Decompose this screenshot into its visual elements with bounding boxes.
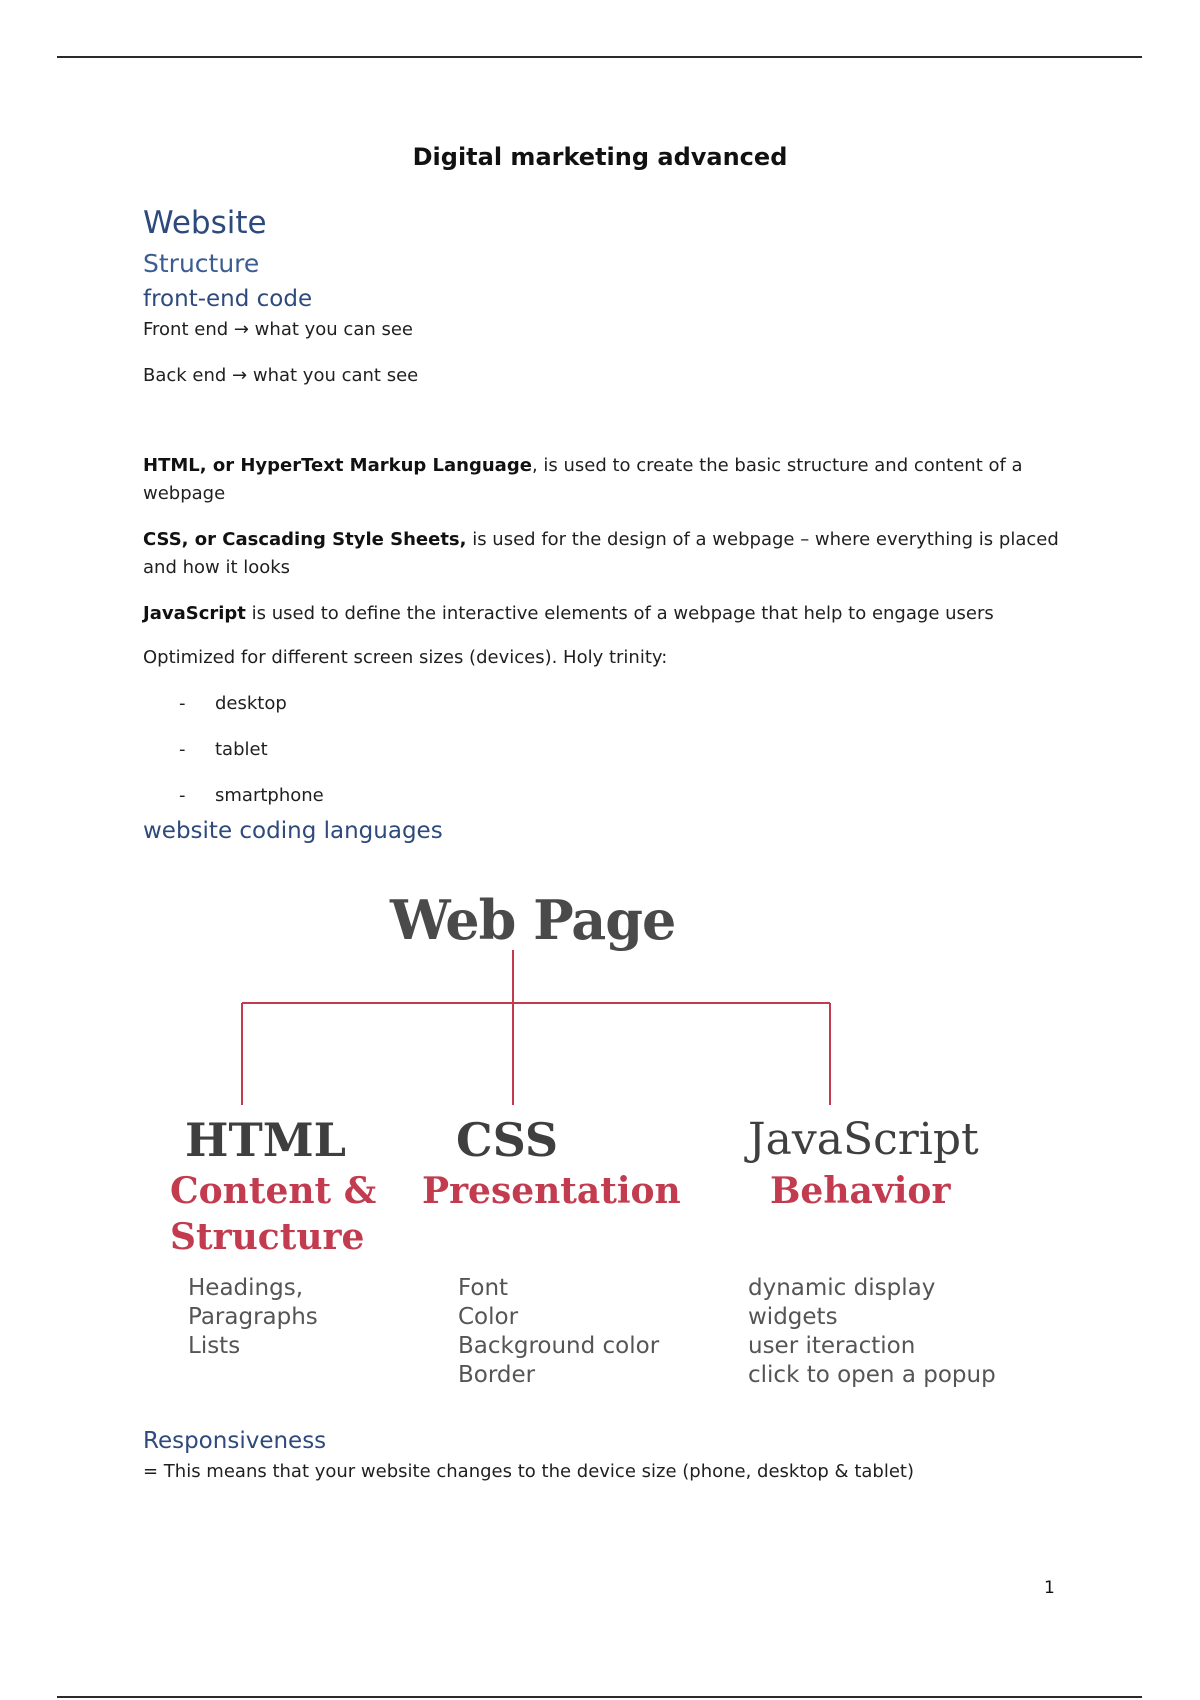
- optimized-paragraph: Optimized for different screen sizes (devices). Holy trinity:: [143, 647, 668, 668]
- document-title: Digital marketing advanced: [412, 143, 788, 171]
- list-item: - smartphone: [179, 785, 324, 806]
- column-role: Content & Structure: [170, 1170, 377, 1258]
- responsiveness-text: = This means that your website changes to the device size (phone, desktop & tablet): [143, 1461, 914, 1482]
- back-end-line: Back end → what you cant see: [143, 365, 419, 386]
- css-term: CSS, or Cascading Style Sheets,: [143, 529, 467, 550]
- diagram-column-html: [170, 1112, 400, 1361]
- js-description: is used to define the interactive elements of a webpage that help to engage users: [245, 603, 994, 624]
- heading-website: Website: [143, 205, 267, 241]
- header-rule: [57, 56, 1142, 58]
- list-item: Background color: [458, 1333, 660, 1359]
- list-item: - desktop: [179, 693, 287, 714]
- list-item: click to open a popup: [748, 1362, 996, 1388]
- responsiveness-section: [143, 1424, 1063, 1486]
- list-item: dynamic display: [748, 1275, 936, 1301]
- column-name: JavaScript: [748, 1114, 979, 1165]
- list-item: - tablet: [179, 739, 268, 760]
- css-paragraph: [143, 526, 1063, 582]
- list-item: widgets: [748, 1304, 838, 1330]
- list-item: Font: [458, 1275, 509, 1301]
- list-item: Color: [458, 1304, 519, 1330]
- column-items: [170, 1274, 400, 1361]
- column-role: Behavior: [770, 1170, 951, 1212]
- heading-responsiveness: Responsiveness: [143, 1428, 327, 1454]
- diagram-column-css: [422, 1112, 682, 1390]
- web-page-diagram: [150, 880, 1020, 1410]
- list-item: Lists: [188, 1333, 241, 1359]
- heading-structure: Structure: [143, 249, 260, 278]
- js-term: JavaScript: [143, 603, 246, 624]
- column-items: [748, 1274, 1000, 1390]
- heading-front-end-code: front-end code: [143, 286, 313, 312]
- list-item: Headings,: [188, 1275, 303, 1301]
- footer-rule: [57, 1696, 1142, 1698]
- list-item: user iteraction: [748, 1333, 916, 1359]
- front-end-line: Front end → what you can see: [143, 319, 413, 340]
- html-description: , is used to create the basic structure and content of a webpage: [143, 455, 1023, 504]
- column-name: HTML: [185, 1113, 346, 1167]
- diagram-column-javascript: [748, 1112, 1000, 1390]
- column-items: [422, 1274, 682, 1390]
- diagram-title: Web Page: [390, 888, 676, 952]
- css-description: is used for the design of a webpage – where everything is placed and how it looks: [143, 529, 1059, 578]
- js-paragraph: [143, 600, 1063, 628]
- column-name: CSS: [456, 1113, 559, 1167]
- document-body: [143, 200, 1063, 848]
- device-list: [143, 690, 1063, 810]
- column-role: Presentation: [422, 1170, 681, 1212]
- page-number: 1: [1044, 1578, 1055, 1598]
- heading-website-coding-languages: website coding languages: [143, 818, 443, 844]
- html-term: HTML, or HyperText Markup Language: [143, 455, 532, 476]
- list-item: Border: [458, 1362, 536, 1388]
- list-item: Paragraphs: [188, 1304, 318, 1330]
- html-paragraph: [143, 452, 1063, 508]
